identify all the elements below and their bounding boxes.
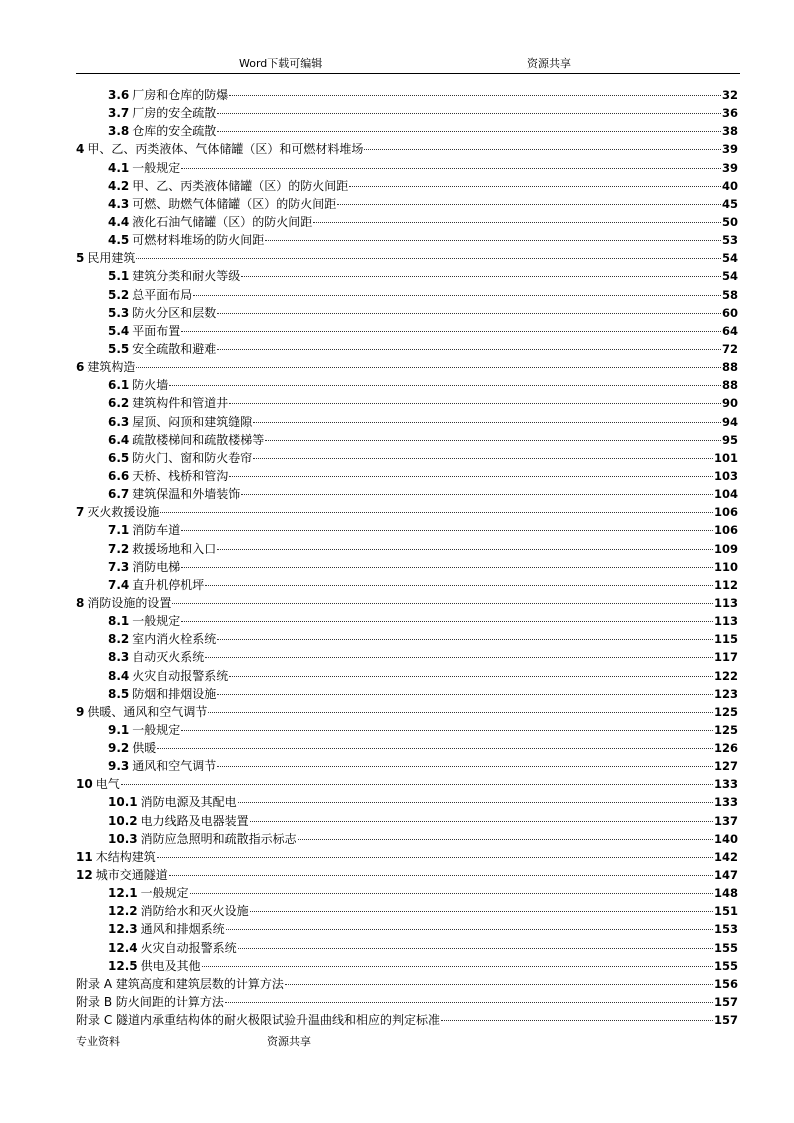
toc-entry-page: 112	[713, 577, 738, 592]
footer-left-text: 专业资料	[76, 1035, 120, 1048]
toc-entry-number: 10.1	[108, 795, 138, 810]
toc-entry-number: 6.2	[108, 396, 130, 411]
toc-entry-number: 12.3	[108, 922, 138, 937]
footer-right-text: 资源共享	[267, 1035, 311, 1048]
toc-entry-title: 建筑分类和耐火等级	[132, 269, 241, 284]
toc-entry-number: 8.2	[108, 632, 130, 647]
toc-entry-number: 4.2	[108, 178, 130, 193]
toc-entry-title: 防烟和排烟设施	[132, 686, 217, 701]
toc-entry-title: 灭火救援设施	[87, 505, 160, 520]
toc-dot-leader	[181, 516, 713, 531]
toc-dot-leader	[217, 535, 713, 550]
page-header	[76, 57, 740, 74]
toc-dot-leader	[298, 825, 713, 840]
toc-entry-page: 148	[713, 886, 738, 901]
toc-entry-page: 156	[713, 976, 738, 991]
toc-entry-number: 9	[76, 704, 85, 719]
toc-entry-number: 5.5	[108, 341, 130, 356]
toc-entry-page: 122	[713, 668, 738, 683]
toc-dot-leader	[250, 807, 713, 822]
toc-entry-title: 防火墙	[132, 378, 169, 393]
toc-entry-page: 72	[721, 341, 738, 356]
header-left-text: Word下载可编辑	[239, 57, 323, 70]
toc-entry-title: 室内消火栓系统	[132, 632, 217, 647]
toc-entry-title: 城市交通隧道	[95, 868, 168, 883]
toc-entry-title: 通风和排烟系统	[140, 922, 225, 937]
toc-entry-page: 40	[721, 178, 738, 193]
toc-entry-title: 火灾自动报警系统	[132, 668, 229, 683]
toc-entry-title: 可燃材料堆场的防火间距	[132, 233, 265, 248]
toc-dot-leader	[136, 244, 721, 259]
toc-entry-title: 附录 C 隧道内承重结构体的耐火极限试验升温曲线和相应的判定标准	[76, 1013, 441, 1028]
toc-dot-leader	[169, 861, 713, 876]
toc-entry-title: 消防设施的设置	[87, 595, 172, 610]
toc-entry-page: 88	[721, 378, 738, 393]
toc-entry-page: 88	[721, 360, 738, 375]
toc-entry-number: 3.8	[108, 124, 130, 139]
toc-dot-leader	[217, 335, 721, 350]
toc-dot-leader	[205, 643, 713, 658]
toc-entry-page: 38	[721, 124, 738, 139]
toc-dot-leader	[190, 879, 713, 894]
page-footer	[76, 1033, 740, 1049]
toc-dot-leader	[193, 281, 721, 296]
toc-dot-leader	[441, 1006, 713, 1021]
toc-entry-title: 平面布置	[132, 323, 181, 338]
toc-entry-title: 消防给水和灭火设施	[140, 904, 249, 919]
toc-dot-leader	[205, 571, 713, 586]
toc-dot-leader	[265, 426, 721, 441]
toc-entry-page: 157	[713, 1013, 738, 1028]
toc-dot-leader	[250, 897, 713, 912]
toc-entry-title: 附录 B 防火间距的计算方法	[76, 995, 224, 1010]
toc-dot-leader	[181, 154, 721, 169]
toc-entry-page: 106	[713, 505, 738, 520]
toc-entry-number: 4.5	[108, 233, 130, 248]
toc-dot-leader	[217, 117, 721, 132]
toc-entry-number: 5	[76, 251, 85, 266]
toc-entry-page: 113	[713, 614, 738, 629]
toc-dot-leader	[172, 589, 713, 604]
toc-entry-number: 3.6	[108, 88, 130, 102]
toc-entry-page: 133	[713, 777, 738, 792]
toc-dot-leader	[349, 172, 721, 187]
toc-entry-title: 木结构建筑	[95, 849, 156, 864]
toc-entry-page: 137	[713, 813, 738, 828]
toc-entry-number: 10	[76, 777, 93, 792]
toc-dot-leader	[226, 915, 713, 930]
toc-entry-title: 甲、乙、丙类液体储罐（区）的防火间距	[132, 178, 349, 193]
toc-entry-page: 106	[713, 523, 738, 538]
toc-dot-leader	[217, 299, 721, 314]
toc-entry-page: 36	[721, 106, 738, 121]
toc-entry-title: 民用建筑	[87, 251, 136, 266]
toc-entry-page: 32	[721, 88, 738, 102]
toc-dot-leader	[160, 498, 713, 513]
toc-dot-leader	[181, 553, 713, 568]
toc-entry-page: 94	[721, 414, 738, 429]
toc-entry-page: 133	[713, 795, 738, 810]
toc-entry-page: 151	[713, 904, 738, 919]
toc-entry-title: 消防电梯	[132, 559, 181, 574]
toc-entry-number: 6.7	[108, 487, 130, 502]
toc-entry-title: 疏散楼梯间和疏散楼梯等	[132, 432, 265, 447]
toc-entry-page: 157	[713, 995, 738, 1010]
toc-entry-title: 厂房和仓库的防爆	[132, 88, 229, 102]
toc-entry-title: 屋顶、闷顶和建筑缝隙	[132, 414, 253, 429]
toc-entry-number: 8.4	[108, 668, 130, 683]
toc-dot-leader	[181, 607, 713, 622]
toc-entry-page: 53	[721, 233, 738, 248]
toc-dot-leader	[265, 226, 721, 241]
toc-entry-title: 自动灭火系统	[132, 650, 205, 665]
toc-entry-page: 123	[713, 686, 738, 701]
toc-entry-title: 液化石油气储罐（区）的防火间距	[132, 214, 313, 229]
toc-entry-page: 155	[713, 958, 738, 973]
toc-dot-leader	[157, 843, 713, 858]
toc-entry-page: 45	[721, 196, 738, 211]
toc-entry-number: 7.3	[108, 559, 130, 574]
toc-entry-title: 一般规定	[132, 614, 181, 629]
toc-entry-page: 109	[713, 541, 738, 556]
toc-entry-title: 防火门、窗和防火卷帘	[132, 450, 253, 465]
toc-entry-page: 147	[713, 868, 738, 883]
toc-entry-number: 6.3	[108, 414, 130, 429]
toc-entry-title: 电力线路及电器装置	[140, 813, 249, 828]
toc-dot-leader	[181, 716, 713, 731]
toc-entry-number: 8	[76, 595, 85, 610]
toc-entry-title: 一般规定	[140, 886, 189, 901]
toc-entry-number: 5.1	[108, 269, 130, 284]
toc-entry-title: 消防应急照明和疏散指示标志	[140, 831, 297, 846]
toc-entry-page: 39	[721, 160, 738, 175]
toc-dot-leader	[121, 770, 713, 785]
toc-entry-title: 直升机停机坪	[132, 577, 205, 592]
toc-entry-number: 6.6	[108, 468, 130, 483]
toc-entry-number: 6	[76, 360, 85, 375]
toc-entry-page: 117	[713, 650, 738, 665]
header-right-text: 资源共享	[527, 57, 571, 70]
toc-entry-number: 12	[76, 868, 93, 883]
toc-entry-page: 153	[713, 922, 738, 937]
toc-entry-title: 仓库的安全疏散	[132, 124, 217, 139]
toc-entry-title: 建筑构件和管道井	[132, 396, 229, 411]
toc-entry-page: 64	[721, 323, 738, 338]
toc-entry-page: 126	[713, 741, 738, 756]
toc-entry-title: 总平面布局	[132, 287, 193, 302]
toc-entry-number: 5.4	[108, 323, 130, 338]
toc-entry-title: 一般规定	[132, 160, 181, 175]
toc-dot-leader	[238, 934, 713, 949]
toc-entry-number: 6.5	[108, 450, 130, 465]
toc-entry-page: 127	[713, 759, 738, 774]
toc-dot-leader	[229, 462, 713, 477]
toc-entry-title: 供电及其他	[140, 958, 201, 973]
toc-entry-page: 140	[713, 831, 738, 846]
toc-entry-number: 7.2	[108, 541, 130, 556]
toc-entry-number: 4.1	[108, 160, 130, 175]
toc-entry-title: 救援场地和入口	[132, 541, 217, 556]
toc-dot-leader	[229, 662, 713, 677]
toc-entry-number: 12.2	[108, 904, 138, 919]
toc-entry-page: 95	[721, 432, 738, 447]
toc-entry-page: 110	[713, 559, 738, 574]
toc-dot-leader	[229, 81, 721, 96]
toc-dot-leader	[241, 480, 713, 495]
toc-entry-page: 101	[713, 450, 738, 465]
toc-entry-title: 建筑保温和外墙装饰	[132, 487, 241, 502]
toc-dot-leader	[253, 408, 721, 423]
toc-entry-number: 12.4	[108, 940, 138, 955]
toc-dot-leader	[364, 135, 721, 150]
toc-entry-title: 火灾自动报警系统	[140, 940, 237, 955]
toc-dot-leader	[313, 208, 721, 223]
toc-dot-leader	[136, 353, 721, 368]
toc-entry-page: 103	[713, 468, 738, 483]
toc-entry-title: 通风和空气调节	[132, 759, 217, 774]
toc-entry-title: 可燃、助燃气体储罐（区）的防火间距	[132, 196, 337, 211]
toc-dot-leader	[202, 952, 713, 967]
toc-entry-page: 125	[713, 722, 738, 737]
toc-dot-leader	[225, 988, 713, 1003]
toc-dot-leader	[238, 788, 713, 803]
toc-entry-page: 155	[713, 940, 738, 955]
toc-entry-number: 8.5	[108, 686, 130, 701]
toc-entry-title: 电气	[95, 777, 120, 792]
toc-entry-number: 9.3	[108, 759, 130, 774]
toc-entry-title: 甲、乙、丙类液体、气体储罐（区）和可燃材料堆场	[87, 142, 364, 157]
toc-entry-page: 50	[721, 214, 738, 229]
toc-entry-page: 142	[713, 849, 738, 864]
toc-entry-title: 供暖	[132, 741, 157, 756]
toc-entry-number: 7	[76, 505, 85, 520]
toc-entry-number: 3.7	[108, 106, 130, 121]
table-of-contents	[76, 84, 738, 1027]
toc-entry-number: 6.1	[108, 378, 130, 393]
toc-dot-leader	[285, 970, 713, 985]
toc-entry-title: 附录 A 建筑高度和建筑层数的计算方法	[76, 976, 284, 991]
toc-entry-page: 104	[713, 487, 738, 502]
toc-dot-leader	[229, 389, 721, 404]
toc-entry-page: 54	[721, 251, 738, 266]
toc-entry-number: 4	[76, 142, 85, 157]
toc-entry-page: 115	[713, 632, 738, 647]
toc-dot-leader	[217, 752, 713, 767]
toc-entry-title: 消防电源及其配电	[140, 795, 237, 810]
toc-entry-number: 9.2	[108, 741, 130, 756]
toc-dot-leader	[217, 625, 713, 640]
toc-entry-page: 58	[721, 287, 738, 302]
toc-entry-number: 11	[76, 849, 93, 864]
toc-entry[interactable]	[76, 1009, 738, 1027]
toc-dot-leader	[208, 698, 713, 713]
toc-entry-title: 防火分区和层数	[132, 305, 217, 320]
toc-entry-number: 6.4	[108, 432, 130, 447]
toc-entry-title: 天桥、栈桥和管沟	[132, 468, 229, 483]
toc-entry-number: 8.3	[108, 650, 130, 665]
toc-entry-number: 5.2	[108, 287, 130, 302]
toc-entry-title: 供暖、通风和空气调节	[87, 704, 208, 719]
toc-entry-number: 10.3	[108, 831, 138, 846]
toc-entry-number: 4.3	[108, 196, 130, 211]
toc-entry-number: 5.3	[108, 305, 130, 320]
toc-entry-number: 9.1	[108, 722, 130, 737]
toc-dot-leader	[157, 734, 713, 749]
toc-entry-number: 7.4	[108, 577, 130, 592]
toc-entry-page: 113	[713, 595, 738, 610]
toc-entry-page: 54	[721, 269, 738, 284]
toc-entry-page: 39	[721, 142, 738, 157]
toc-entry-page: 60	[721, 305, 738, 320]
toc-entry-title: 安全疏散和避难	[132, 341, 217, 356]
toc-dot-leader	[217, 99, 721, 114]
toc-entry-title: 建筑构造	[87, 360, 136, 375]
toc-entry-number: 7.1	[108, 523, 130, 538]
toc-dot-leader	[217, 680, 713, 695]
toc-entry-title: 一般规定	[132, 722, 181, 737]
toc-dot-leader	[241, 262, 721, 277]
toc-entry-page: 90	[721, 396, 738, 411]
toc-entry-number: 12.1	[108, 886, 138, 901]
toc-dot-leader	[181, 317, 721, 332]
toc-dot-leader	[169, 371, 721, 386]
toc-entry-number: 10.2	[108, 813, 138, 828]
toc-entry-number: 4.4	[108, 214, 130, 229]
toc-dot-leader	[253, 444, 713, 459]
toc-entry-number: 8.1	[108, 614, 130, 629]
toc-entry-title: 厂房的安全疏散	[132, 106, 217, 121]
toc-dot-leader	[337, 190, 721, 205]
toc-entry-page: 125	[713, 704, 738, 719]
toc-entry-title: 消防车道	[132, 523, 181, 538]
toc-entry-number: 12.5	[108, 958, 138, 973]
